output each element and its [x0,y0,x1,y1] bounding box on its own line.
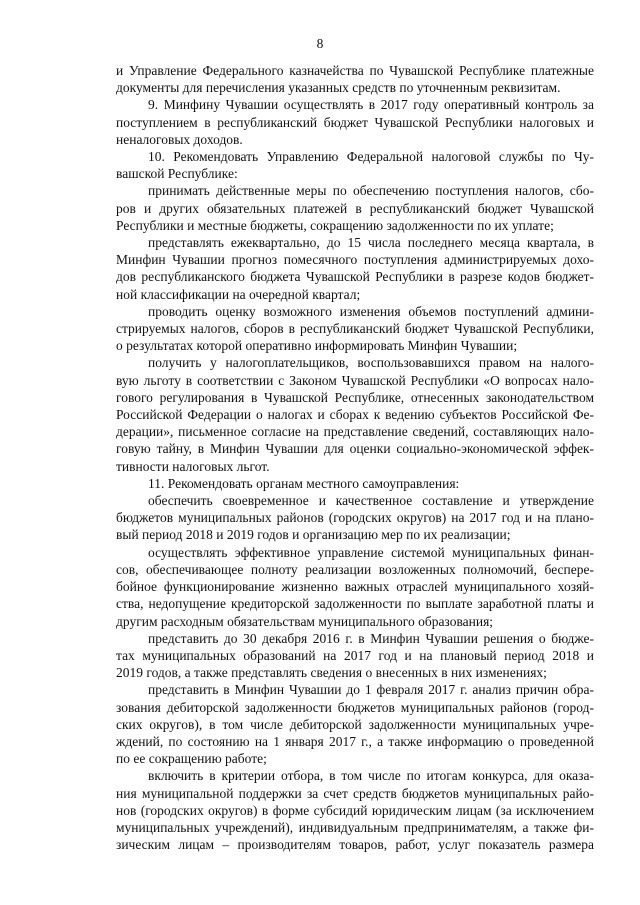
text-line: 9. Минфину Чувашии осуществлять в 2017 году оперативный контроль за [148,97,594,113]
paragraph [116,182,594,234]
paragraph [116,62,594,96]
paragraph [116,475,594,492]
paragraph [116,234,594,303]
text-line: дов республиканского бюджета Чувашской Республики в разрезе кодов бюджет- [116,269,594,285]
text-line: зования дебиторской задолженности бюджетов муниципальных районов (город- [116,699,594,715]
text-line: Республики и местные бюджеты, сокращению задолженности по их уплате; [116,217,554,233]
text-line: тивности налоговых льгот. [116,458,270,474]
text-line: бюджетов муниципальных районов (городских округов) на 2017 год и на плано- [116,510,594,526]
text-line: гового регулирования в Чувашской Республике, отнесенных законодательством [116,389,594,405]
text-line: сов, обеспечивающее полноту реализации возложенных полномочий, беспере- [116,561,594,577]
paragraph [116,303,594,355]
text-line: Российской Федерации о налогах и сборах к ведению субъектов Российской Фе- [116,407,594,423]
text-line: неналоговых доходов. [116,131,243,147]
paragraph [116,354,594,474]
text-line: другим расходным обязательствам муниципального образования; [116,613,494,629]
text-line: 10. Рекомендовать Управлению Федеральной налоговой службы по Чу- [148,149,594,165]
text-line: ских округов), в том числе дебиторской задолженности муниципальных учре- [116,716,594,732]
text-line: получить у налогоплательщиков, воспользовавшихся правом на налого- [148,355,594,371]
text-line: говую тайну, в Минфин Чувашии для оценки социально-экономической эффек- [116,441,594,457]
text-line: осуществлять эффективное управление системой муниципальных финан- [148,544,594,560]
text-line: поступлением в республиканский бюджет Чувашской Республики налоговых и [116,114,594,130]
paragraph [116,544,594,630]
text-line: бойное функционирование жизненно важных отраслей муниципального хозяй- [116,579,594,595]
text-line: стрируемых налогов, сборов в республиканский бюджет Чувашской Республики, [116,321,594,337]
text-line: представить в Минфин Чувашии до 1 февраля 2017 г. анализ причин обра- [148,682,594,698]
text-line: вый период 2018 и 2019 годов и организацию мер по их реализации; [116,527,511,543]
text-line: муниципальных учреждений), индивидуальным предпринимателям, а также фи- [116,819,594,835]
page-number: 8 [316,36,324,51]
text-line: 11. Рекомендовать органам местного самоуправления: [148,475,460,491]
text-line: включить в критерии отбора, в том числе по итогам конкурса, для оказа- [148,768,594,784]
text-line: вашской Республике: [116,166,238,182]
text-line: дерации», письменное согласие на представление сведений, составляющих нало- [116,424,594,440]
text-line: представлять ежеквартально, до 15 числа последнего месяца квартала, в [148,235,594,251]
paragraph [116,492,594,544]
text-line: проводить оценку возможного изменения объемов поступлений админи- [148,303,594,319]
text-line: вую льготу в соответствии с Законом Чувашской Республики «О вопросах нало- [116,372,594,388]
text-line: представить до 30 декабря 2016 г. в Минфин Чувашии решения о бюдже- [148,630,594,646]
text-line: по ее сокращению работе; [116,751,267,767]
text-line: обеспечить своевременное и качественное составление и утверждение [148,493,594,509]
paragraph [116,96,594,148]
text-line: зическим лицам – производителям товаров, работ, услуг показатель размера [116,837,594,853]
text-line: тах муниципальных образований на 2017 год и на плановый период 2018 и [116,647,594,663]
paragraph [116,681,594,767]
text-line: ства, недопущение кредиторской задолженности по выплате заработной платы и [116,596,594,612]
text-line: ния муниципальной поддержки за счет средств бюджетов муниципальных райо- [116,785,594,801]
text-line: документы для перечисления указанных средств по уточненным реквизитам. [116,80,561,96]
text-line: ров и других обязательных платежей в республиканский бюджет Чувашской [116,200,594,216]
text-line: ной классификации на очередной квартал; [116,286,361,302]
paragraph [116,148,594,182]
paragraph [116,630,594,682]
text-line: о результатах которой оперативно информировать Минфин Чувашии; [116,338,518,354]
paragraph [116,767,594,853]
text-line: и Управление Федерального казначейства по Чувашской Республике платежные [116,63,594,78]
text-line: принимать действенные меры по обеспечению поступления налогов, сбо- [148,183,594,199]
document-body [116,62,594,853]
text-line: нов (городских округов) в форме субсидий юридическим лицам (за исключением [116,802,594,818]
text-line: 2019 годов, а также представлять сведения о внесенных в них изменениях; [116,665,547,681]
text-line: ждений, по состоянию на 1 января 2017 г., а также информацию о проведенной [116,733,594,749]
text-line: Минфин Чувашии прогноз помесячного поступления администрируемых дохо- [116,252,594,268]
